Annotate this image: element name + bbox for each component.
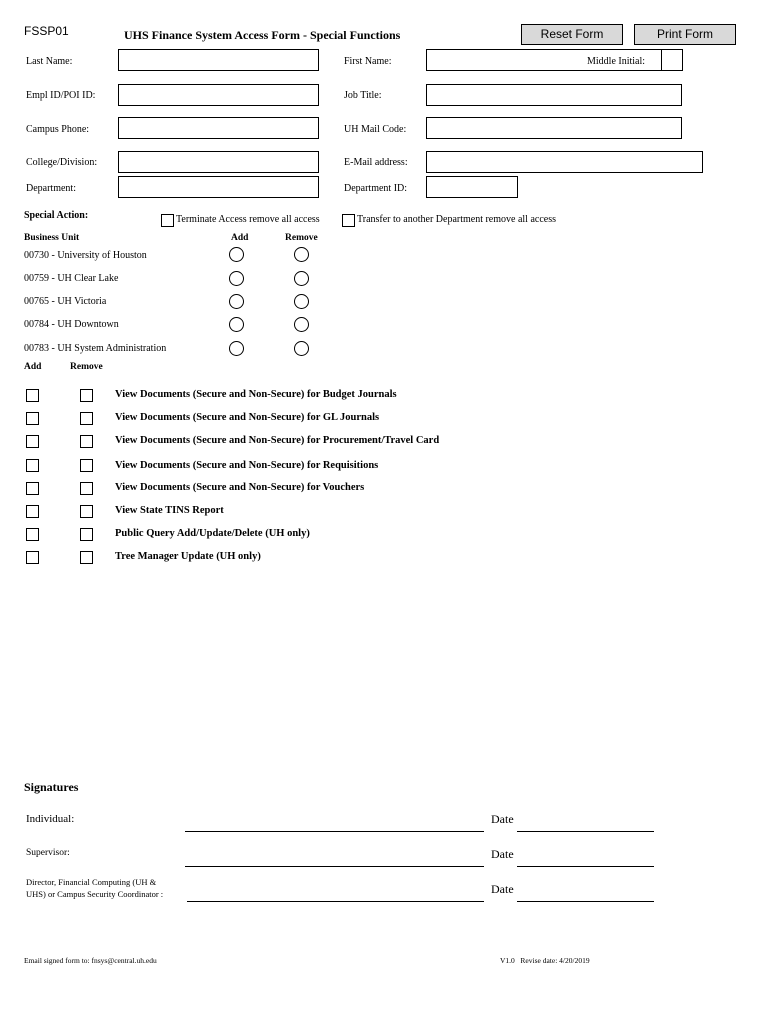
email-label: E-Mail address: — [344, 157, 408, 168]
college-input[interactable] — [118, 151, 319, 173]
bu-remove-radio[interactable] — [294, 341, 309, 356]
bu-add-radio[interactable] — [229, 341, 244, 356]
last-name-input[interactable] — [118, 49, 319, 71]
form-title: UHS Finance System Access Form - Special Functions — [124, 28, 401, 42]
bu-add-radio[interactable] — [229, 271, 244, 286]
perm-add-checkbox[interactable] — [26, 389, 39, 402]
perm-item-label: Public Query Add/Update/Delete (UH only) — [115, 528, 310, 539]
supervisor-label: Supervisor: — [26, 848, 70, 858]
perm-remove-checkbox[interactable] — [80, 412, 93, 425]
perm-item-label: View Documents (Secure and Non-Secure) for Procurement/Travel Card — [115, 435, 440, 446]
perm-remove-checkbox[interactable] — [80, 551, 93, 564]
college-label: College/Division: — [26, 157, 98, 168]
individual-label: Individual: — [26, 813, 75, 825]
perm-add-checkbox[interactable] — [26, 482, 39, 495]
perm-remove-checkbox[interactable] — [80, 528, 93, 541]
reset-form-button[interactable]: Reset Form — [521, 24, 623, 45]
perm-add-checkbox[interactable] — [26, 459, 39, 472]
bu-add-header: Add — [231, 233, 249, 243]
perm-remove-checkbox[interactable] — [80, 482, 93, 495]
bu-item-label: 00783 - UH System Administration — [24, 343, 167, 354]
perm-item-label: View Documents (Secure and Non-Secure) for Vouchers — [115, 482, 365, 493]
job-title-label: Job Title: — [344, 90, 382, 101]
perm-add-header: Add — [24, 362, 42, 372]
department-id-label: Department ID: — [344, 183, 408, 194]
perm-remove-checkbox[interactable] — [80, 505, 93, 518]
special-action-label: Special Action: — [24, 210, 89, 221]
campus-phone-label: Campus Phone: — [26, 124, 90, 135]
individual-date-line[interactable] — [517, 831, 654, 832]
department-id-input[interactable] — [426, 176, 518, 198]
middle-initial-label: Middle Initial: — [587, 56, 646, 67]
footer-version: V1.0 Revise date: 4/20/2019 — [500, 956, 590, 965]
supervisor-date-line[interactable] — [517, 866, 654, 867]
perm-remove-checkbox[interactable] — [80, 435, 93, 448]
mail-code-input[interactable] — [426, 117, 682, 139]
department-label: Department: — [26, 183, 76, 194]
bu-add-radio[interactable] — [229, 294, 244, 309]
first-name-label: First Name: — [344, 56, 392, 67]
perm-item-label: View Documents (Secure and Non-Secure) for Budget Journals — [115, 389, 397, 400]
perm-item-label: Tree Manager Update (UH only) — [115, 551, 261, 562]
individual-signature-line[interactable] — [185, 831, 484, 832]
director-date-label: Date — [491, 882, 514, 896]
perm-item-label: View Documents (Secure and Non-Secure) for Requisitions — [115, 460, 379, 471]
perm-remove-checkbox[interactable] — [80, 389, 93, 402]
perm-add-checkbox[interactable] — [26, 505, 39, 518]
bu-item-label: 00765 - UH Victoria — [24, 296, 107, 307]
transfer-department-checkbox[interactable] — [342, 214, 355, 227]
campus-phone-input[interactable] — [118, 117, 319, 139]
bu-item-label: 00784 - UH Downtown — [24, 319, 119, 330]
email-input[interactable] — [426, 151, 703, 173]
bu-item-label: 00730 - University of Houston — [24, 250, 147, 261]
job-title-input[interactable] — [426, 84, 682, 106]
bu-remove-radio[interactable] — [294, 271, 309, 286]
bu-add-radio[interactable] — [229, 247, 244, 262]
department-input[interactable] — [118, 176, 319, 198]
last-name-label: Last Name: — [26, 56, 73, 67]
footer-email-note: Email signed form to: fnsys@central.uh.edu — [24, 956, 157, 965]
mail-code-label: UH Mail Code: — [344, 124, 407, 135]
individual-date-label: Date — [491, 812, 514, 826]
bu-remove-radio[interactable] — [294, 247, 309, 262]
empl-id-label: Empl ID/POI ID: — [26, 90, 96, 101]
perm-add-checkbox[interactable] — [26, 435, 39, 448]
form-code: FSSP01 — [24, 24, 69, 38]
director-label-line1: Director, Financial Computing (UH & — [26, 877, 157, 887]
director-date-line[interactable] — [517, 901, 654, 902]
terminate-access-label: Terminate Access remove all access — [176, 214, 320, 225]
director-signature-line[interactable] — [187, 901, 484, 902]
business-unit-header: Business Unit — [24, 233, 80, 243]
perm-add-checkbox[interactable] — [26, 528, 39, 541]
perm-item-label: View Documents (Secure and Non-Secure) for GL Journals — [115, 412, 380, 423]
perm-remove-checkbox[interactable] — [80, 459, 93, 472]
bu-remove-radio[interactable] — [294, 317, 309, 332]
signatures-heading: Signatures — [24, 780, 79, 794]
director-label-line2: UHS) or Campus Security Coordinator : — [26, 889, 164, 899]
perm-add-checkbox[interactable] — [26, 412, 39, 425]
bu-item-label: 00759 - UH Clear Lake — [24, 273, 119, 284]
middle-initial-input[interactable] — [661, 49, 683, 71]
perm-add-checkbox[interactable] — [26, 551, 39, 564]
perm-remove-header: Remove — [70, 362, 103, 372]
bu-remove-radio[interactable] — [294, 294, 309, 309]
bu-add-radio[interactable] — [229, 317, 244, 332]
empl-id-input[interactable] — [118, 84, 319, 106]
supervisor-signature-line[interactable] — [185, 866, 484, 867]
bu-remove-header: Remove — [285, 233, 318, 243]
terminate-access-checkbox[interactable] — [161, 214, 174, 227]
transfer-department-label: Transfer to another Department remove all access — [357, 214, 556, 225]
perm-item-label: View State TINS Report — [115, 505, 224, 516]
supervisor-date-label: Date — [491, 847, 514, 861]
print-form-button[interactable]: Print Form — [634, 24, 736, 45]
